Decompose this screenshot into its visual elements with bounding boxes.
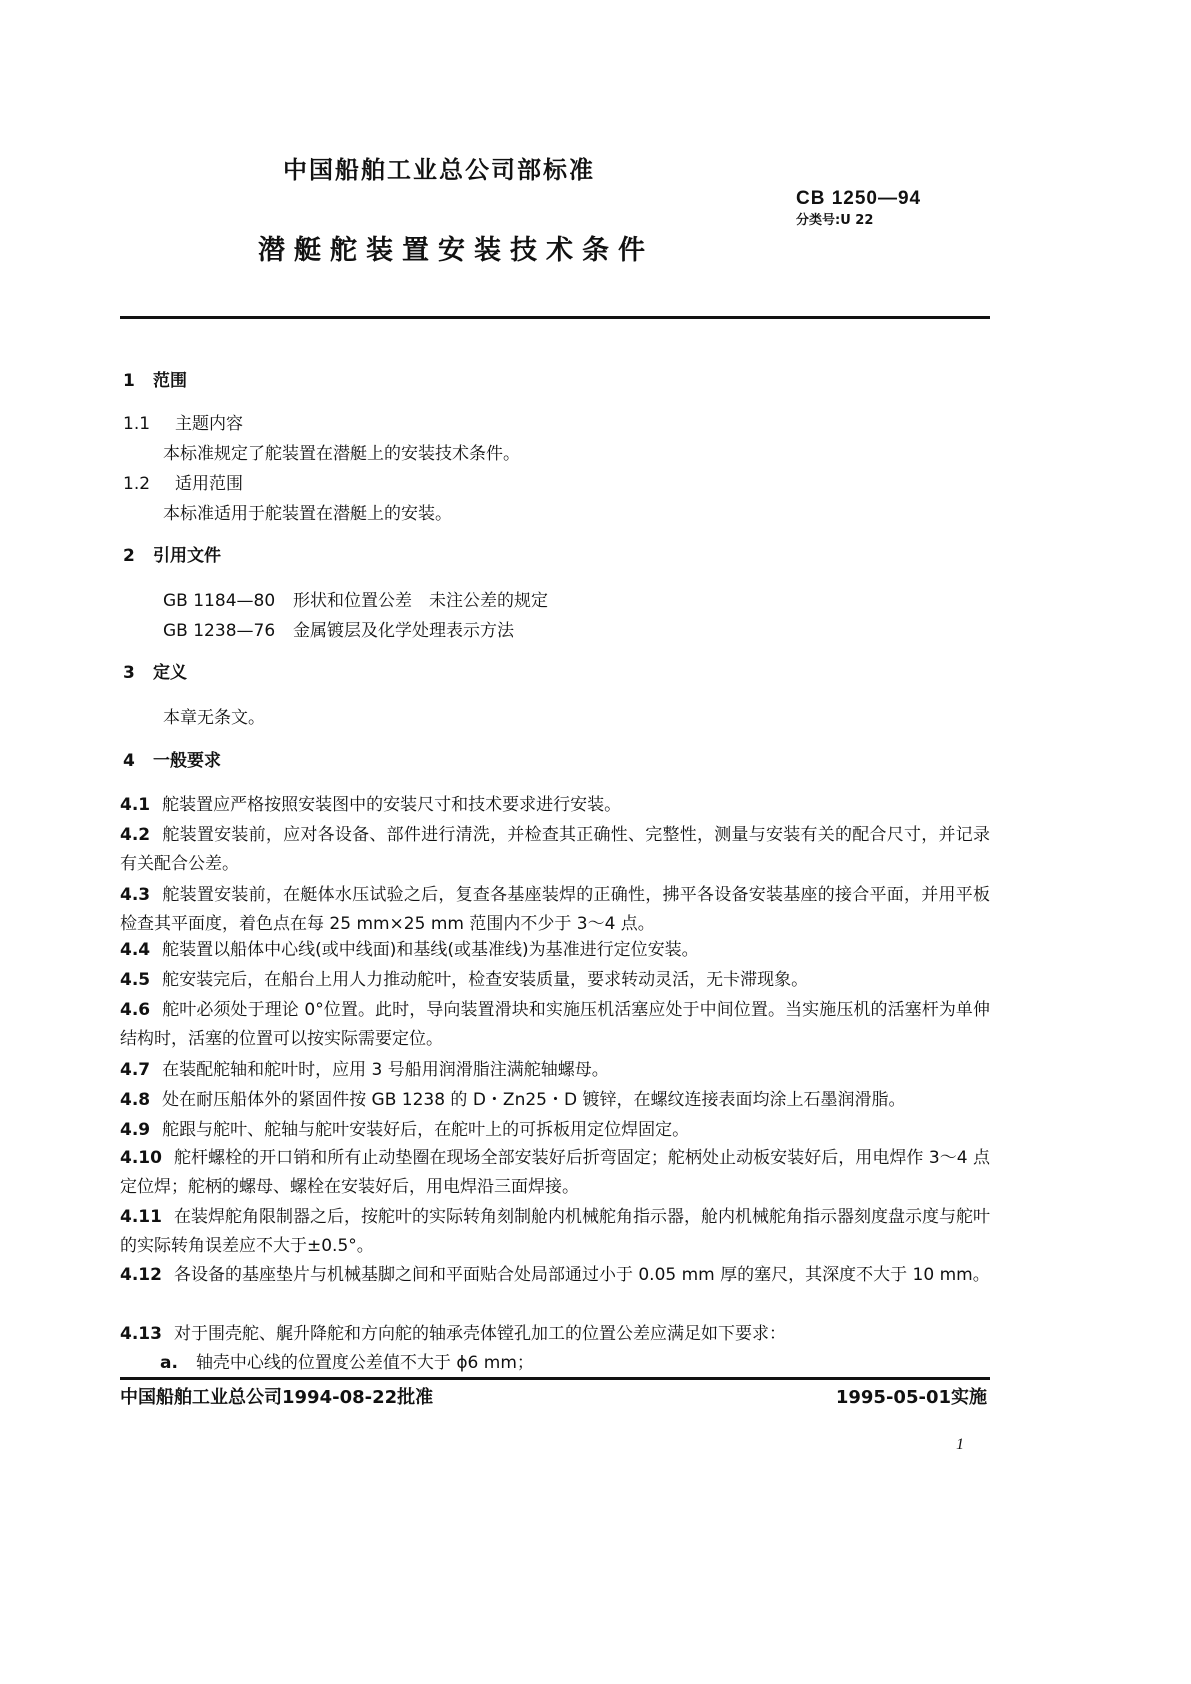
section-number: 4 <box>123 751 135 771</box>
subsection-heading <box>123 409 243 434</box>
reference-item <box>163 616 514 641</box>
list-item-a <box>160 1348 534 1373</box>
section-title: 定义 <box>153 663 187 683</box>
clause <box>120 1086 990 1115</box>
clause-number: 4.12 <box>120 1265 162 1285</box>
reference-title: 金属镀层及化学处理表示方法 <box>293 621 514 641</box>
clause-number: 4.4 <box>120 940 151 960</box>
section-title: 引用文件 <box>153 546 221 566</box>
classification-number: 分类号:U 22 <box>796 213 874 228</box>
clause-text: 在装配舵轴和舵叶时，应用 3 号船用润滑脂注满舵轴螺母。 <box>162 1060 609 1080</box>
clause-text: 各设备的基座垫片与机械基脚之间和平面贴合处局部通过小于 0.05 mm 厚的塞尺，其深度不大于 10 mm。 <box>173 1265 990 1285</box>
section-title: 范围 <box>153 371 187 391</box>
clause-number: 4.7 <box>120 1060 151 1080</box>
clause <box>120 1116 990 1145</box>
clause-number: 4.13 <box>120 1324 162 1344</box>
subsection-heading <box>123 469 243 494</box>
clause-text: 舵杆螺栓的开口销和所有止动垫圈在现场全部安装好后折弯固定；舵柄处止动板安装好后，用电焊作 3～4 点定位焊；舵柄的螺母、螺栓在安装好后，用电焊沿三面焊接。 <box>120 1148 990 1197</box>
clause-number: 4.10 <box>120 1148 162 1168</box>
section-number: 1.2 <box>123 474 151 494</box>
clause-text: 舵叶必须处于理论 0°位置。此时，导向装置滑块和实施压机活塞应处于中间位置。当实施压机的活塞杆为单伸结构时，活塞的位置可以按实际需要定位。 <box>120 1000 990 1049</box>
clause <box>120 1320 990 1349</box>
clause-text: 舵安装完后，在船台上用人力推动舵叶，检查安装质量，要求转动灵活，无卡滞现象。 <box>162 970 809 990</box>
clause-number: 4.2 <box>120 825 151 845</box>
clause <box>120 791 990 820</box>
list-text: 轴壳中心线的位置度公差值不大于 ϕ6 mm； <box>195 1353 534 1373</box>
header-divider <box>120 316 990 319</box>
clause-text: 处在耐压船体外的紧固件按 GB 1238 的 D・Zn25・D 镀锌，在螺纹连接表面均涂上石墨润滑脂。 <box>162 1090 906 1110</box>
clause <box>120 966 990 995</box>
footer-divider <box>120 1377 990 1380</box>
clause-number: 4.1 <box>120 795 151 815</box>
section-heading <box>123 541 221 566</box>
effective-date: 1995-05-01实施 <box>835 1387 987 1408</box>
section-title: 适用范围 <box>175 474 243 494</box>
section-number: 2 <box>123 546 135 566</box>
clause <box>120 821 990 879</box>
clause-text: 舵装置以船体中心线(或中线面)和基线(或基准线)为基准进行定位安装。 <box>162 940 699 960</box>
clause-number: 4.3 <box>120 885 151 905</box>
list-label: a. <box>160 1353 178 1373</box>
page-number: 1 <box>956 1436 964 1453</box>
reference-code: GB 1238—76 <box>163 621 276 641</box>
standard-code: CB 1250—94 <box>796 188 922 209</box>
section-number: 3 <box>123 663 135 683</box>
clause-number: 4.6 <box>120 1000 151 1020</box>
clause <box>120 996 990 1054</box>
clause <box>120 881 990 939</box>
clause <box>120 1056 990 1085</box>
section-number: 1.1 <box>123 414 151 434</box>
clause <box>120 936 990 965</box>
clause <box>120 1261 990 1290</box>
clause-text: 舵装置应严格按照安装图中的安装尺寸和技术要求进行安装。 <box>162 795 622 815</box>
section-number: 1 <box>123 371 135 391</box>
clause-text: 舵装置安装前，应对各设备、部件进行清洗，并检查其正确性、完整性，测量与安装有关的配合尺寸，并记录有关配合公差。 <box>120 825 990 874</box>
clause-text: 对于围壳舵、艉升降舵和方向舵的轴承壳体镗孔加工的位置公差应满足如下要求： <box>173 1324 786 1344</box>
clause <box>120 1203 990 1261</box>
section-title: 主题内容 <box>175 414 243 434</box>
clause-number: 4.8 <box>120 1090 151 1110</box>
clause-number: 4.5 <box>120 970 151 990</box>
paragraph: 本标准适用于舵装置在潜艇上的安装。 <box>163 504 452 524</box>
document-title: 潜艇舵装置安装技术条件 <box>258 235 654 266</box>
clause <box>120 1144 990 1202</box>
approval-date: 中国船舶工业总公司1994-08-22批准 <box>120 1387 434 1408</box>
paragraph: 本标准规定了舵装置在潜艇上的安装技术条件。 <box>163 444 520 464</box>
issuing-organization: 中国船舶工业总公司部标准 <box>283 156 595 184</box>
section-heading <box>123 746 221 771</box>
clause-number: 4.9 <box>120 1120 151 1140</box>
reference-code: GB 1184—80 <box>163 591 276 611</box>
section-heading <box>123 658 187 683</box>
section-title: 一般要求 <box>153 751 221 771</box>
reference-item <box>163 586 548 611</box>
clause-text: 舵跟与舵叶、舵轴与舵叶安装好后，在舵叶上的可拆板用定位焊固定。 <box>162 1120 690 1140</box>
clause-number: 4.11 <box>120 1207 162 1227</box>
clause-text: 在装焊舵角限制器之后，按舵叶的实际转角刻制舱内机械舵角指示器，舱内机械舵角指示器刻度盘示度与舵叶的实际转角误差应不大于±0.5°。 <box>120 1207 990 1256</box>
clause-text: 舵装置安装前，在艇体水压试验之后，复查各基座装焊的正确性，拂平各设备安装基座的接合平面，并用平板检查其平面度，着色点在每 25 mm×25 mm 范围内不少于 3～4 点。 <box>120 885 990 934</box>
section-heading <box>123 366 187 391</box>
reference-title: 形状和位置公差 未注公差的规定 <box>293 591 548 611</box>
paragraph: 本章无条文。 <box>163 708 265 728</box>
